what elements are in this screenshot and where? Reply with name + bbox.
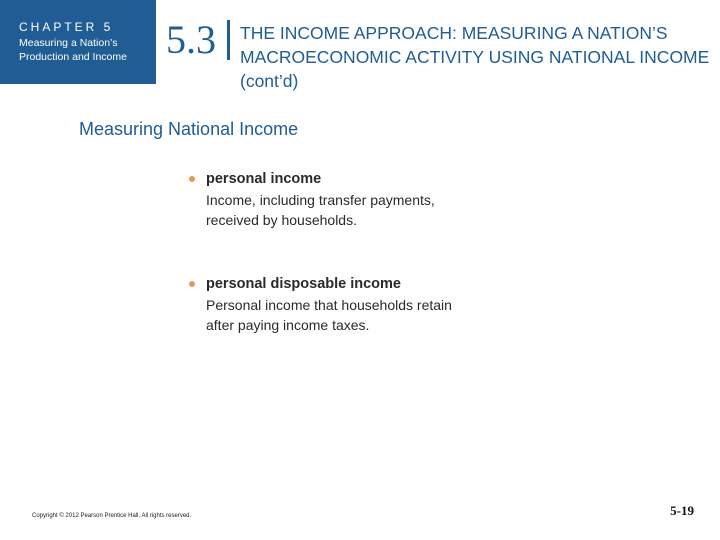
chapter-label: CHAPTER 5 xyxy=(19,20,114,34)
chapter-subtitle-line1: Measuring a Nation’s xyxy=(19,37,118,49)
bullet-icon xyxy=(189,281,195,287)
bullet-icon xyxy=(189,176,195,182)
chapter-banner xyxy=(0,0,156,84)
term-definition: Income, including transfer payments, received by households. xyxy=(206,192,435,228)
chapter-subtitle-line2: Production and Income xyxy=(19,51,127,63)
term-definition: Personal income that households retain after paying income taxes. xyxy=(206,297,452,333)
section-divider xyxy=(227,20,230,60)
page-number: 5-19 xyxy=(670,503,694,518)
term-personal-disposable-income xyxy=(189,276,489,335)
slide-subheading: Measuring National Income xyxy=(79,119,299,139)
copyright-notice: Copyright © 2012 Pearson Prentice Hall. All rights reserved. xyxy=(32,513,192,519)
section-number: 5.3 xyxy=(166,17,216,62)
term-name: personal income xyxy=(206,171,322,187)
section-title: THE INCOME APPROACH: MEASURING A NATION’S MACROECONOMIC ACTIVITY USING NATIONAL INCOME (cont’d) xyxy=(240,23,710,91)
term-name: personal disposable income xyxy=(206,276,401,292)
term-personal-income xyxy=(189,171,489,230)
